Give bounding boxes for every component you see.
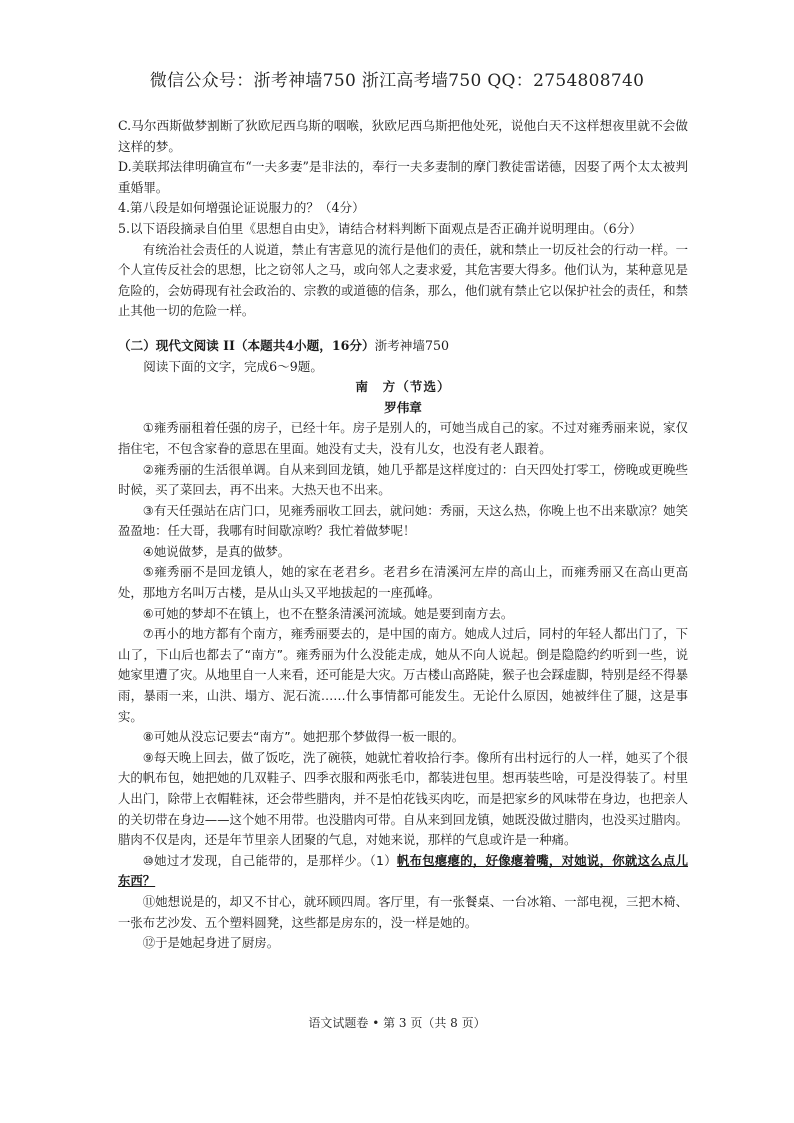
article-paragraph: ⑨每天晚上回去，做了饭吃，洗了碗筷，她就忙着收拾行李。像所有出村远行的人一样，她买了个很大的帆布包，她把她的几双鞋子、四季衣服和两张毛巾，都装进包里。想再装些啥，可是没得装了。村里人出门，除带上衣帽鞋袜，还会带些腊肉，并不是怕花钱买肉吃，而是把家乡的风味带在身边，也把亲人的关切带在身边——这个她不用带。也没腊肉可带。自从来到回龙镇，她既没做过腊肉，也没买过腊肉。腊肉不仅是肉，还是年节里亲人团聚的气息，对她来说，那样的气息或许是一种痛。 (118, 749, 688, 848)
watermark-header: 微信公众号：浙考神墙750 浙江高考墙750 QQ：2754808740 (149, 71, 645, 91)
article-paragraph: ④她说做梦，是真的做梦。 (142, 543, 291, 559)
section-instruction: 阅读下面的文字，完成6～9题。 (143, 358, 323, 374)
option-d: D.美联邦法律明确宣布“一夫多妻”是非法的，奉行一夫多妻制的摩门教徒雷诺德，因娶了两个太太被判重婚罪。 (118, 159, 688, 195)
article-author: 罗伟章 (384, 399, 422, 415)
option-c: C.马尔西斯做梦割断了狄欧尼西乌斯的咽喉，狄欧尼西乌斯把他处死，说他白天不这样想夜里就不会做这样的梦。 (118, 118, 688, 154)
article-paragraph: ⑧可她从没忘记要去“南方”。她把那个梦做得一板一眼的。 (142, 729, 465, 745)
article-title: 南 方（节选） (355, 379, 451, 395)
quoted-passage: 有统治社会责任的人说道，禁止有害意见的流行是他们的责任，就和禁止一切反社会的行动一样。一个人宣传反社会的思想，比之窃邻人之马，或向邻人之妻求爱，其危害要大得多。他们认为，某种意见是危险的，会妨碍现有社会政治的、宗教的或道德的信条，那么，他们就有禁止它以保护社会的责任，和禁止其他一切的危险一样。 (118, 241, 688, 319)
underlined-sentence: 帆布包瘪瘪的，好像瘪着嘴，对她说，你就这么点儿东西？ (118, 852, 688, 889)
article-paragraph: ②雍秀丽的生活很单调。自从来到回龙镇，她几乎都是这样度过的：白天四处打零工，傍晚或更晚些时候，买了菜回去，再不出来。大热天也不出来。 (118, 461, 688, 498)
section-heading (118, 336, 688, 357)
article-paragraph: ⑥可她的梦却不在镇上，也不在整条清溪河流域。她是要到南方去。 (142, 605, 514, 621)
article-paragraph-10 (118, 851, 688, 892)
page-content (118, 116, 688, 954)
question-4: 4.第八段是如何增强论证说服力的？（4分） (118, 200, 365, 216)
question-5: 5.以下语段摘录自伯里《思想自由史》，请结合材料判断下面观点是否正确并说明理由。（6分） (118, 220, 642, 236)
article-paragraph: ①雍秀丽租着任强的房子，已经十年。房子是别人的，可她当成自己的家。不过对雍秀丽来说，家仅指住宅，不包含家眷的意思在里面。她没有丈夫，没有儿女，也没有老人跟着。 (118, 420, 688, 456)
article-paragraph: ③有天任强站在店门口，见雍秀丽收工回去，就问她：秀丽，天这么热，你晚上也不出来歇凉？她笑盈盈地：任大哥，我哪有时间歇凉哟？我忙着做梦呢！ (118, 502, 688, 539)
section-heading-extra: 浙考神墙750 (374, 337, 449, 353)
article-paragraph: ⑤雍秀丽不是回龙镇人，她的家在老君乡。老君乡在清溪河左岸的高山上，而雍秀丽又在高山更高处，那地方名叫万古楼，是从山头又平地拔起的一座孤峰。 (118, 564, 688, 601)
paragraph-10-text: ⑩她过才发现，自己能带的，是那样少。（1） (142, 852, 397, 868)
page-footer: 语文试题卷 • 第 3 页（共 8 页） (308, 1016, 486, 1030)
article-paragraph-12: ⑫于是她起身进了厨房。 (142, 935, 280, 951)
section-heading-text: （二）现代文阅读 II（本题共4小题，16分） (118, 337, 375, 353)
article-paragraph: ⑦再小的地方都有个南方，雍秀丽要去的，是中国的南方。她成人过后，同村的年轻人都出门了，下山了，下山后也都去了“南方”。雍秀丽为什么没能走成，她从不向人说起。倒是隐隐约约听到一些，说她家里遭了灾。从地里自一人来看，还可能是大灾。万古楼山高路陡，猴子也会踩虚脚，特别是经不得暴雨，暴雨一来，山洪、塌方、泥石流……什么事情都可能发生。无论什么原因，她被绊住了腿，这是事实。 (118, 626, 688, 724)
article-paragraph-11: ⑪她想说是的，却又不甘心，就环顾四周。客厅里，有一张餐桌、一台冰箱、一部电视，三把木椅、一张布艺沙发、五个塑料圆凳，这些都是房东的，没一样是她的。 (118, 893, 688, 930)
